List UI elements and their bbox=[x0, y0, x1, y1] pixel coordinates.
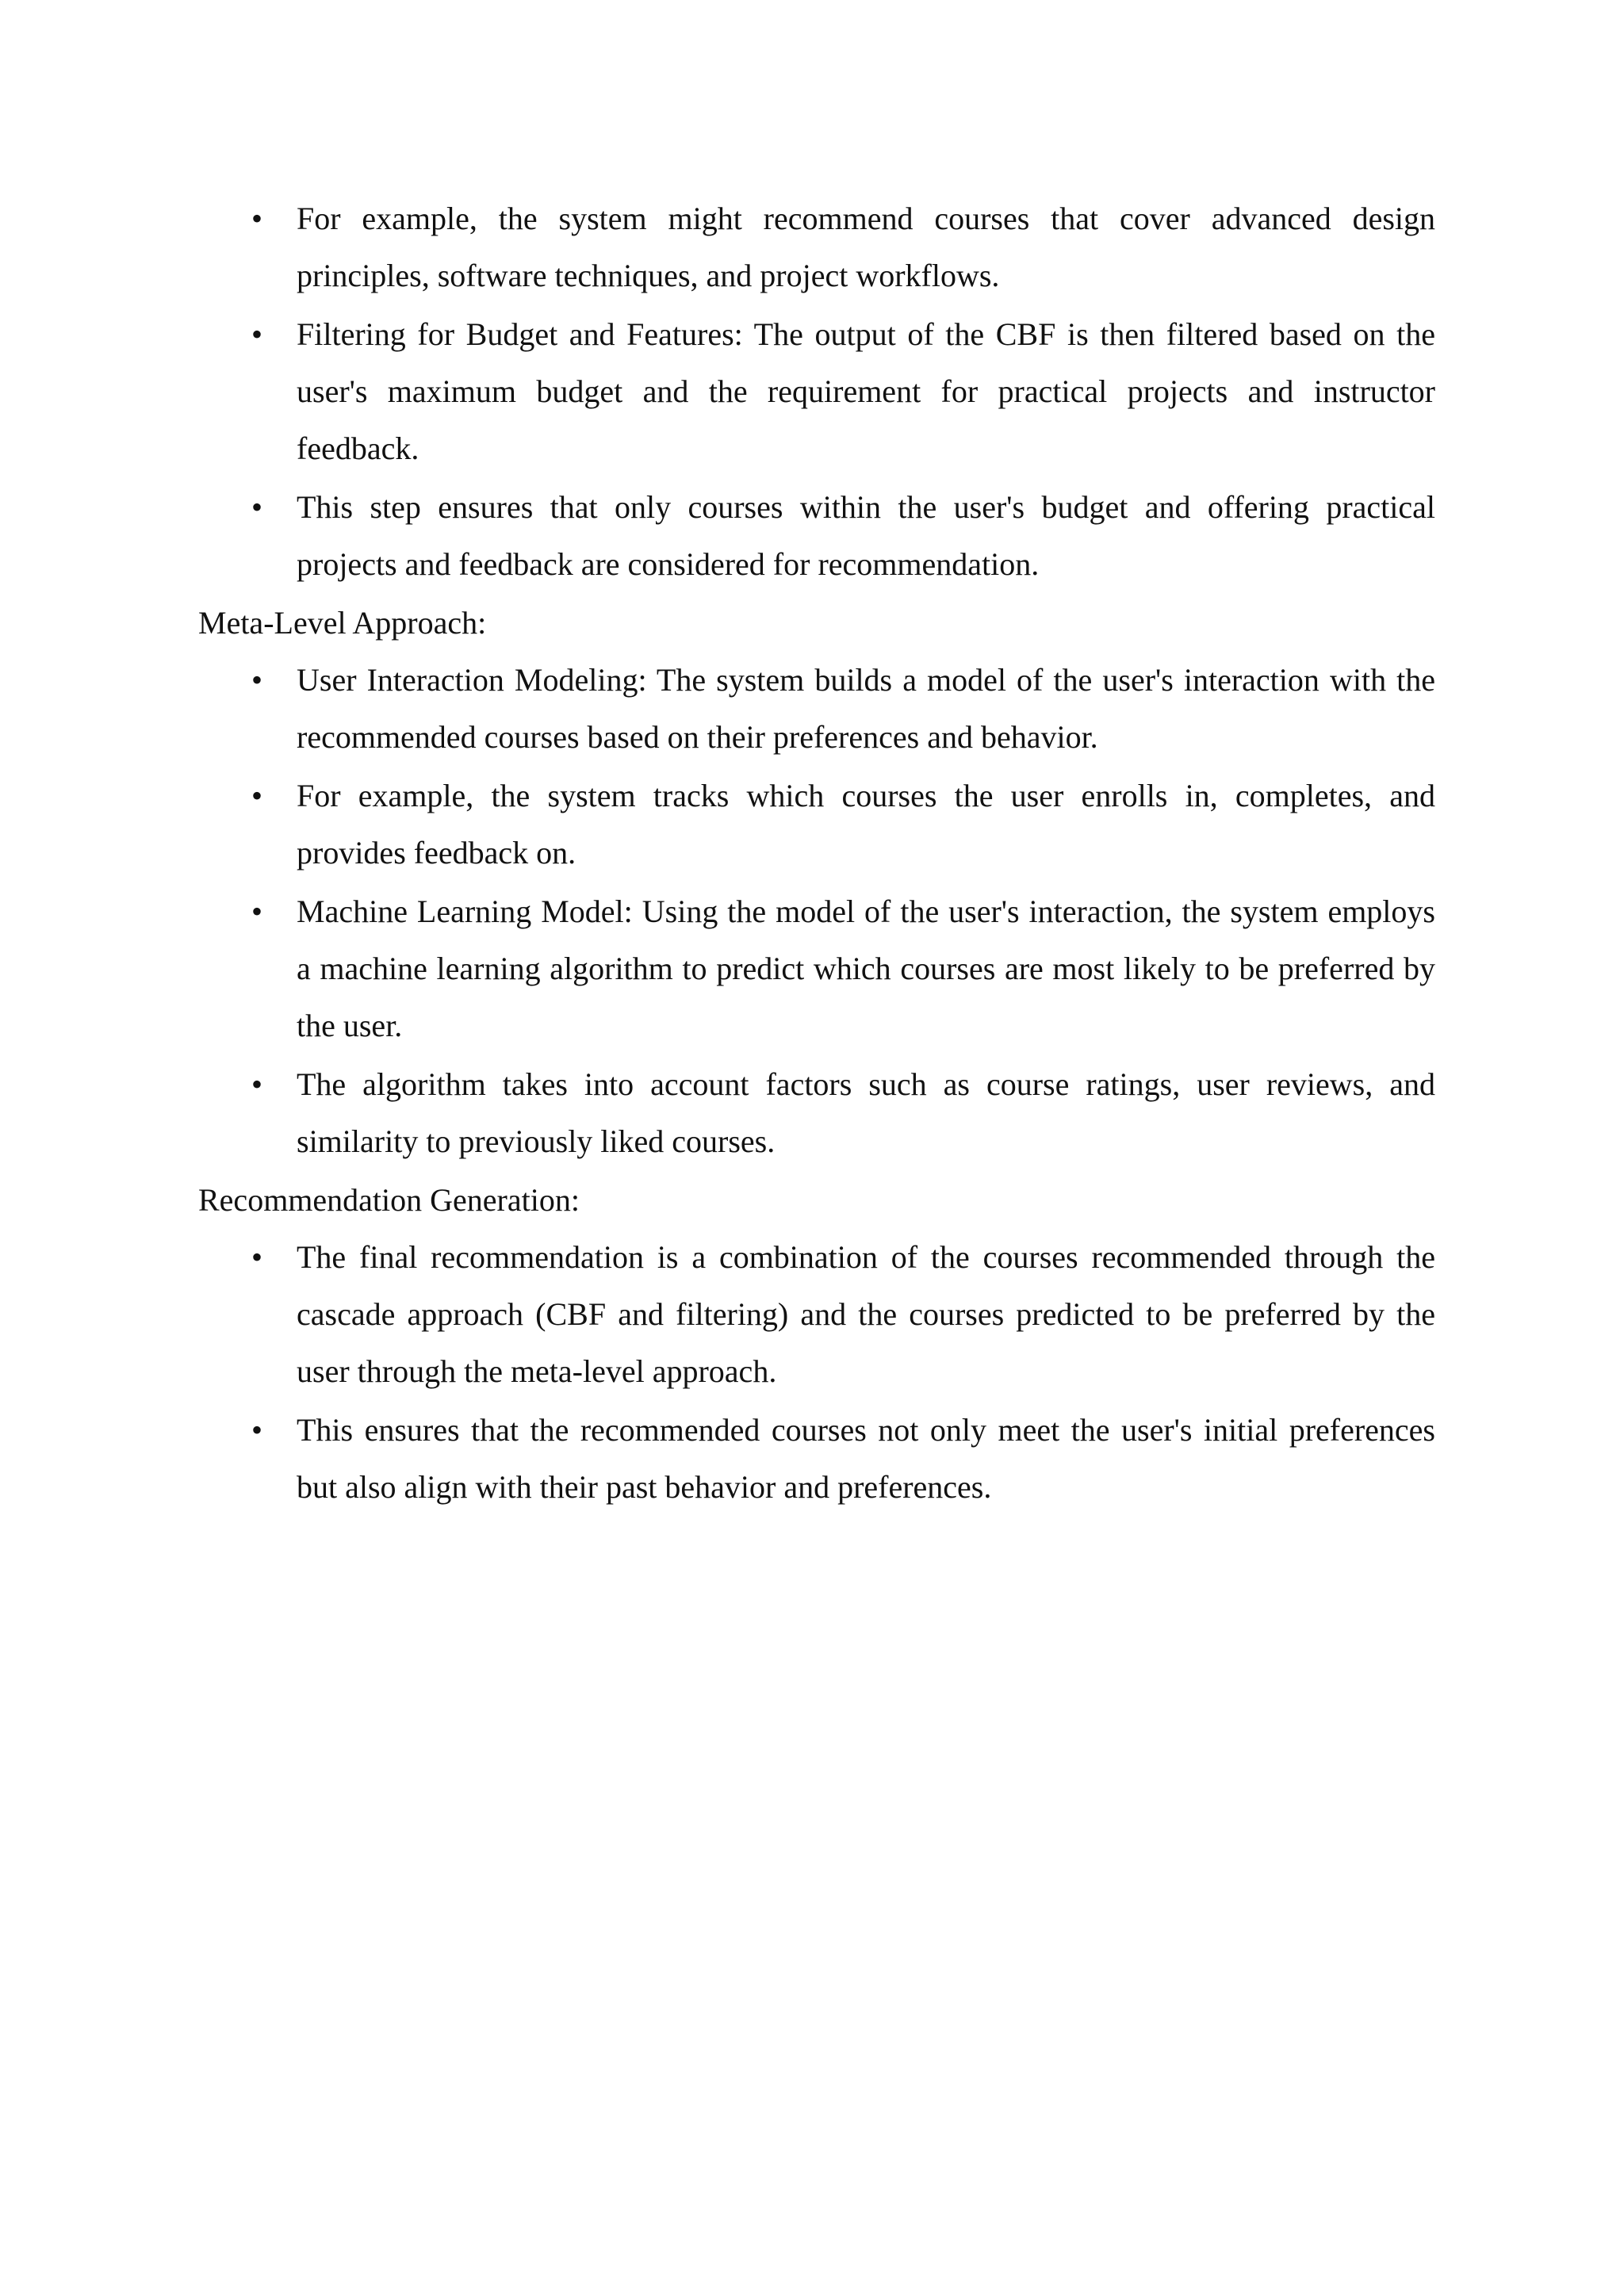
bullet-icon: • bbox=[251, 1066, 262, 1102]
bullet-icon: • bbox=[251, 1412, 262, 1448]
list-item bbox=[198, 1056, 1435, 1170]
section-heading-recommendation: Recommendation Generation: bbox=[198, 1182, 580, 1218]
list-item-text: The algorithm takes into account factors such as course ratings, user reviews, and similarity to previously liked courses. bbox=[297, 1066, 1435, 1159]
list-item-text: The final recommendation is a combination of the courses recommended through the cascade approach (CBF and filtering) and the courses predicted to be preferred by the user through the meta-level approach. bbox=[297, 1239, 1435, 1389]
list-item-text: For example, the system might recommend courses that cover advanced design principles, software techniques, and project workflows. bbox=[297, 201, 1435, 293]
bullet-list-cascade bbox=[198, 190, 1435, 593]
list-item bbox=[198, 479, 1435, 593]
bullet-icon: • bbox=[251, 1239, 262, 1275]
section-heading-meta-level: Meta-Level Approach: bbox=[198, 605, 487, 641]
list-item-text: Machine Learning Model: Using the model of the user's interaction, the system employs a machine learning algorithm to predict which courses are most likely to be preferred by the user. bbox=[297, 894, 1435, 1043]
bullet-icon: • bbox=[251, 489, 262, 525]
list-item bbox=[198, 883, 1435, 1054]
bullet-icon: • bbox=[251, 201, 262, 236]
bullet-icon: • bbox=[251, 778, 262, 813]
bullet-icon: • bbox=[251, 316, 262, 352]
list-item bbox=[198, 190, 1435, 304]
list-item bbox=[198, 1229, 1435, 1400]
list-item-text: For example, the system tracks which courses the user enrolls in, completes, and provides feedback on. bbox=[297, 778, 1435, 871]
list-item-text: User Interaction Modeling: The system builds a model of the user's interaction with the recommended courses based on their preferences and behavior. bbox=[297, 662, 1435, 755]
bullet-icon: • bbox=[251, 894, 262, 929]
list-item bbox=[198, 1402, 1435, 1516]
list-item bbox=[198, 767, 1435, 882]
bullet-list-meta-level bbox=[198, 652, 1435, 1170]
bullet-icon: • bbox=[251, 662, 262, 698]
list-item-text: Filtering for Budget and Features: The output of the CBF is then filtered based on the user's maximum budget and the requirement for practical projects and instructor feedback. bbox=[297, 316, 1435, 466]
document-body bbox=[198, 190, 1435, 1517]
list-item-text: This step ensures that only courses within the user's budget and offering practical projects and feedback are considered for recommendation. bbox=[297, 489, 1435, 582]
list-item bbox=[198, 306, 1435, 477]
bullet-list-recommendation bbox=[198, 1229, 1435, 1516]
list-item-text: This ensures that the recommended courses not only meet the user's initial preferences but also align with their past behavior and preferences. bbox=[297, 1412, 1435, 1505]
list-item bbox=[198, 652, 1435, 766]
